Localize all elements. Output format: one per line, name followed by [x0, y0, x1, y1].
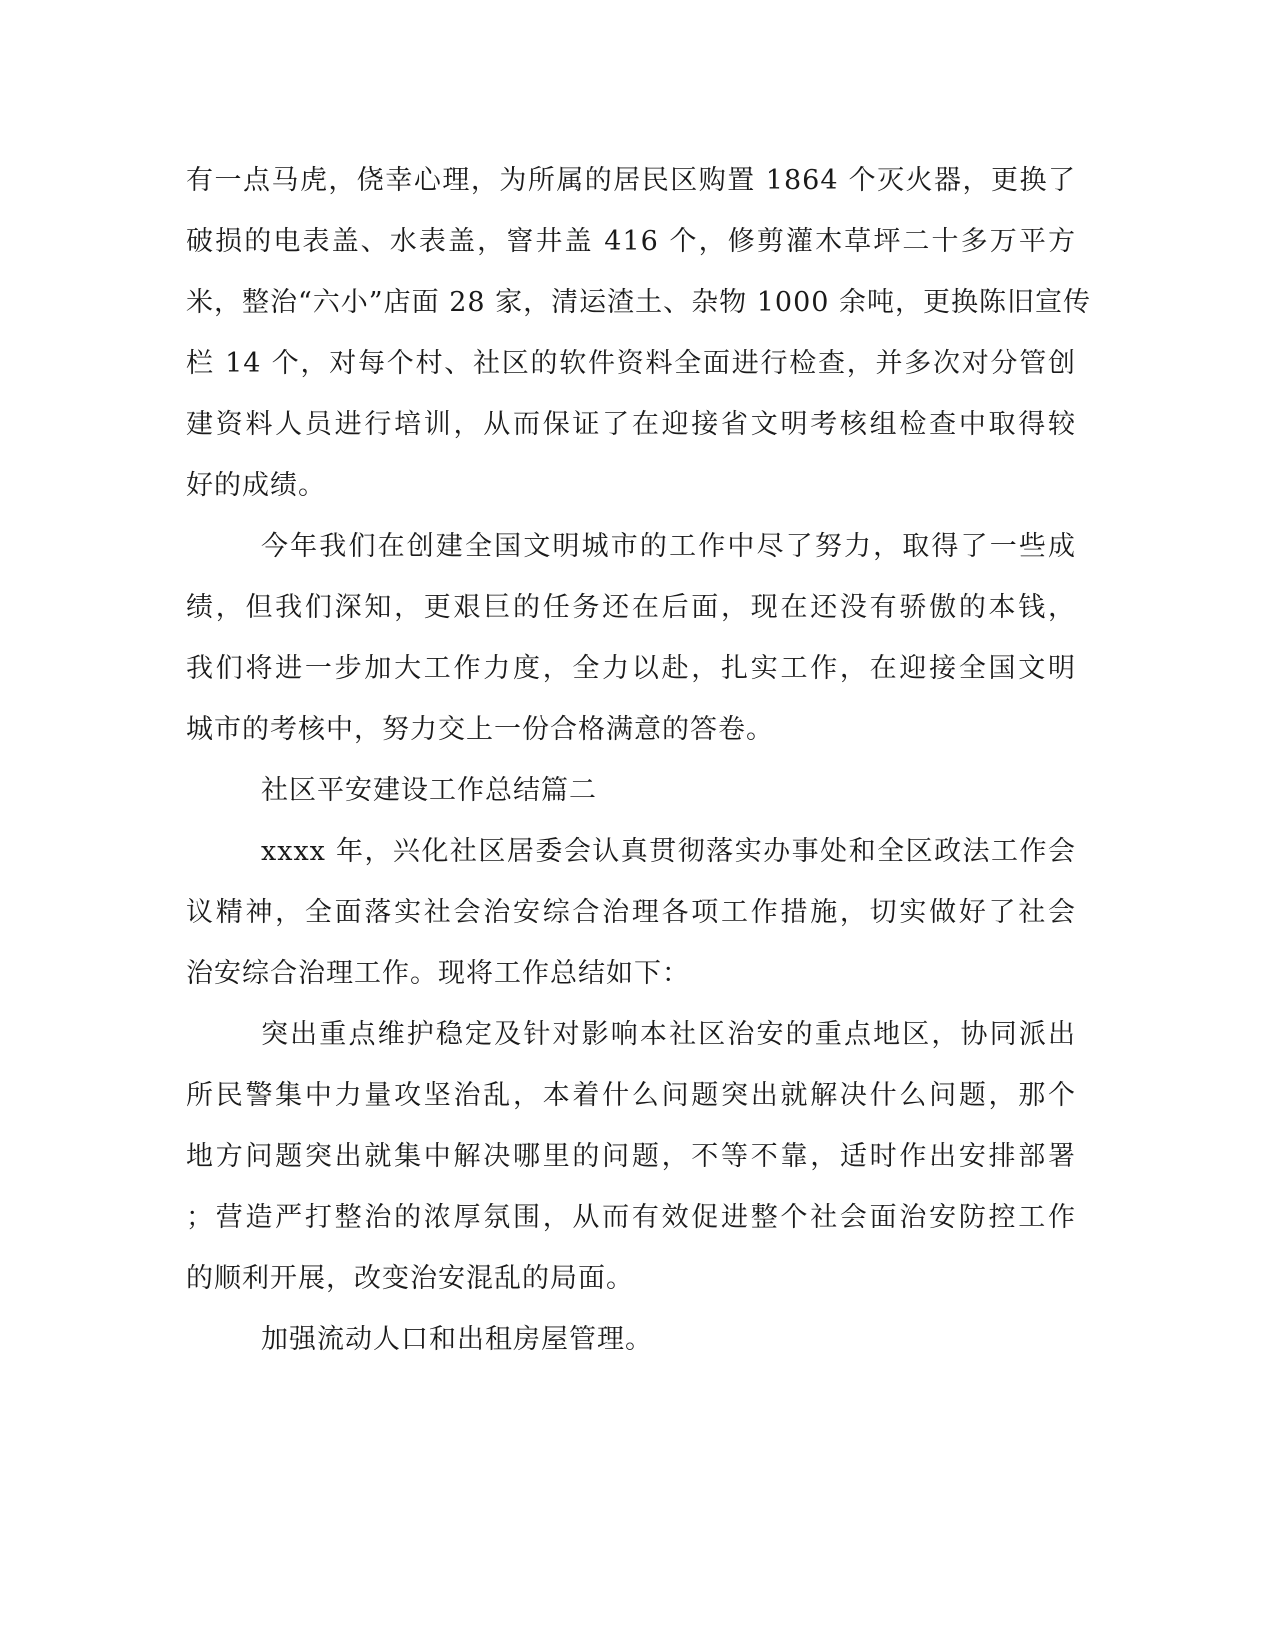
text-line: 所民警集中力量攻坚治乱，本着什么问题突出就解决什么问题，那个: [186, 1080, 1076, 1111]
document-body: [186, 150, 1092, 1370]
text-line: xxxx 年，兴化社区居委会认真贯彻落实办事处和全区政法工作会: [261, 836, 1076, 867]
paragraph-floating-population: [186, 1309, 1076, 1370]
text-line: 栏 14 个，对每个村、社区的软件资料全面进行检查，并多次对分管创: [186, 348, 1076, 379]
text-line: 突出重点维护稳定及针对影响本社区治安的重点地区，协同派出: [261, 1019, 1076, 1050]
text-line: 今年我们在创建全国文明城市的工作中尽了努力，取得了一些成: [261, 531, 1076, 562]
paragraph-key-areas: [186, 1004, 1076, 1309]
text-line: 加强流动人口和出租房屋管理。: [261, 1324, 653, 1355]
paragraph-achievements: [186, 516, 1076, 760]
section-heading: [186, 760, 1076, 821]
text-line: 米，整治“六小”店面 28 家，清运渣土、杂物 1000 余吨，更换陈旧宣传: [186, 287, 1092, 318]
text-line: 议精神，全面落实社会治安综合治理各项工作措施，切实做好了社会: [186, 897, 1076, 928]
text-line: 治安综合治理工作。现将工作总结如下：: [186, 958, 690, 989]
text-line: 破损的电表盖、水表盖，窨井盖 416 个，修剪灌木草坪二十多万平方: [186, 226, 1076, 257]
text-line: 地方问题突出就集中解决哪里的问题，不等不靠，适时作出安排部署: [186, 1141, 1076, 1172]
text-line: 有一点马虎，侥幸心理，为所属的居民区购置 1864 个灭火器，更换了: [186, 165, 1076, 196]
text-line: ；营造严打整治的浓厚氛围，从而有效促进整个社会面治安防控工作: [186, 1202, 1076, 1233]
text-line: 我们将进一步加大工作力度，全力以赴，扎实工作，在迎接全国文明: [186, 653, 1076, 684]
paragraph-intro: [186, 821, 1076, 1004]
text-line: 绩，但我们深知，更艰巨的任务还在后面，现在还没有骄傲的本钱，: [186, 592, 1076, 623]
text-line: 建资料人员进行培训，从而保证了在迎接省文明考核组检查中取得较: [186, 409, 1076, 440]
text-line: 城市的考核中，努力交上一份合格满意的答卷。: [186, 714, 774, 745]
text-line: 的顺利开展，改变治安混乱的局面。: [186, 1263, 634, 1294]
heading-text: 社区平安建设工作总结篇二: [261, 775, 597, 806]
text-line: 好的成绩。: [186, 470, 326, 501]
paragraph-fire-safety: [186, 150, 1092, 516]
